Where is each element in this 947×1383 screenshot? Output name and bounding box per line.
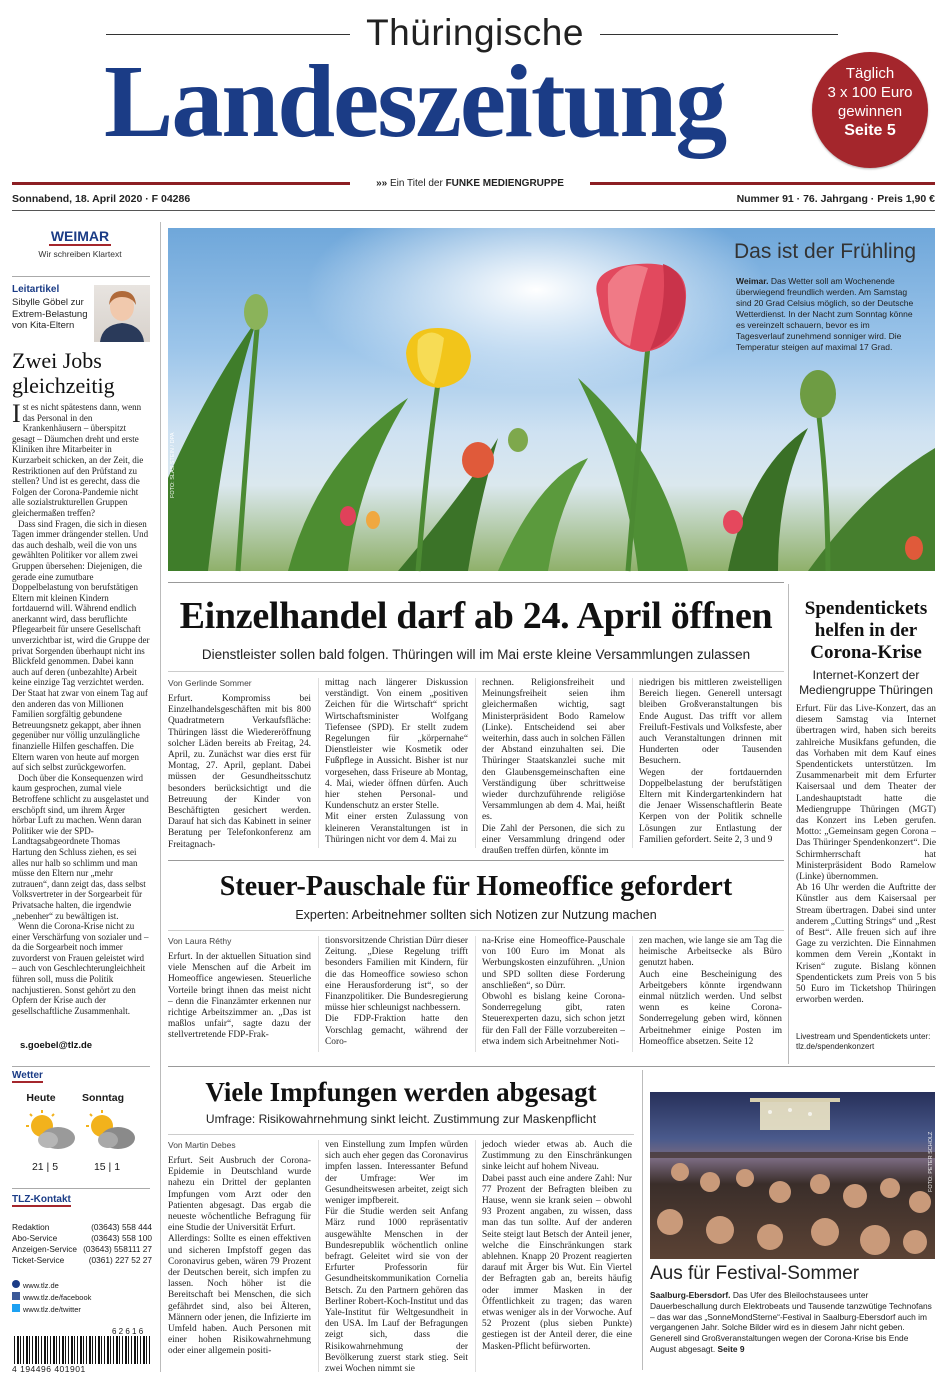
dropcap: I — [12, 399, 21, 428]
article3-col: ven Einstellung zum Impfen würden sich auch eher gegen das Coronavirus impfen lassen. Interessanter Befund der Umfrage: Wer im Gesundheitswesen arbeitet, zeigt sich weniger impfbereit. Für die Studie werden seit Anfang März rund 1000 repräsentativ ausgewählte Menschen in der Bundesrepublik wöchentlich online befragt. Geleitet wird sie von der Erfurter Professorin für Gesundheitskommunikation Cornelia Betsch. Zu den Partnern gehören das Berliner Robert-Koch-Institut und das Yale-Institut für Weltgesundheit in den USA. Im Lauf der Befragungen zeigt sich, dass die Risikowahrnehmung der Bevölkerung zuerst stark stieg. Seit zwei Wochen nimmt sie — [325, 1140, 468, 1375]
twitter-icon — [12, 1304, 20, 1312]
article3-col: Erfurt. Seit Ausbruch der Corona-Epidemie in Deutschland wurde nahezu ein Drittel der geplanten Impfungen vom Arzt oder den Patienten abgesagt. Das ergab die neueste wöchentliche Befragung für eine Studie der Universität Erfurt. Allerdings: Sollte es einen effektiven und sicheren Impfstoff gegen das Coronavirus geben, wären 79 Prozent der Deutschen bereit, sich impfen zu lassen. Noch höher ist die Bereitschaft bei Menschen, die sich gefährdet sind, also bei Älteren, Männern oder jenen, die Infizierte im Umfeld haben. Auch Personen mit einer hohen Risikowahrnehmung oder einer allgemein positi- — [168, 1156, 311, 1357]
article1-body — [168, 678, 784, 857]
web-links — [12, 1280, 91, 1316]
badge-line-1: Täglich — [845, 65, 895, 82]
web-link[interactable]: www.tlz.de/facebook — [12, 1292, 91, 1304]
article3-subheadline: Umfrage: Risikowahrnehmung sinkt leicht. Zustimmung zur Maskenpflicht — [205, 1112, 597, 1126]
hero-photo — [168, 228, 935, 571]
badge-line-2: 3 x 100 Euro — [827, 84, 913, 101]
rightbox-headline[interactable]: Spendentickets helfen in der Corona-Krise — [804, 598, 928, 663]
funke-arrow-icon: »» — [376, 178, 388, 189]
leitartikel-teaser: Sibylle Göbel zur Extrem-Belastung von Kita-Eltern — [12, 297, 88, 331]
festival-caption — [650, 1290, 935, 1355]
article1-col: Erfurt. Kompromiss bei Einzelhandelsgeschäften mit bis 800 Quadratmetern Verkaufsfläche: Thüringen lässt die Wiedereröffnung solcher Läden bereits ab Freitag, 24. April, zu. Zunächst war dies erst für Montag, 27. April, geplant. Dabei müssen der Gesundheitsschutz besonders berücksichtigt und die Betreuung der Kinder von Beschäftigten gesichert werden. Darauf hat sich das Kabinett in seiner Beratung per Telefonkonferenz am Freitagnach- — [168, 694, 311, 850]
contact-row: Anzeigen-Service (03643) 558111 27 — [12, 1244, 152, 1254]
hero-title: Das ist der Frühling — [734, 240, 917, 263]
hero-caption — [736, 276, 916, 353]
author-email[interactable]: s.goebel@tlz.de — [20, 1040, 93, 1051]
leitartikel-label: Leitartikel — [12, 284, 60, 295]
masthead-title: Landeszeitung — [104, 44, 726, 159]
article1-subheadline: Dienstleister sollen bald folgen. Thüringen will im Mai erste kleine Versammlungen zulassen — [201, 647, 751, 662]
publisher-line — [350, 178, 590, 189]
article2-body — [168, 936, 784, 1056]
article2-col: tionsvorsitzende Christian Dürr dieser Zeitung. „Diese Regelung trifft besonders Familien mit Kindern, für die das Homeoffice sowieso schon eine Herausforderung ist“, so der Finanzpolitiker. Die Bundesregierung müsse hier schleunigst nachbessern. Die FDP-Fraktion hatte den Vorschlag gemacht, während der Coro- — [325, 936, 468, 1047]
commentary-p1: st es nicht spätestens dann, wenn das Personal in den Krankenhäusern – überspitzt gesagt – Däumchen dreht und erste Kliniken ihre Mitarbeiter in Kurzarbeit schicken, an der Zeit, die Restriktionen auf den Prüfstand zu stellen? Und ist es gerecht, dass die Folgen der Corona-Pandemie nicht alle sozialstrukturellen Gruppen gleichermaßen treffen? — [12, 402, 144, 518]
issue-number: Nummer 91 · 76. Jahrgang · Preis 1,90 € — [736, 193, 935, 205]
article1-col: rechnen. Religionsfreiheit und Meinungsfreiheit seien ihm gleichermaßen wichtig, sagt Ministerpräsident Bodo Ramelow (Linke). Entscheidend sei aber weiterhin, dass auch in solchen Fällen der Abstand einzuhalten sei. Die Thüringer Staatskanzlei suche mit den Glaubensgemeinschaften eine Verständigung über schrittweise wieder durchzuführende religiöse Versammlungen ab dem 4. Mai, heißt es. Die Zahl der Personen, die sich zu einer Versammlung dringend oder draußen treffen dürfen, könnte im — [482, 678, 625, 857]
article2-headline[interactable]: Steuer-Pauschale für Homeoffice gefordert — [219, 871, 733, 902]
commentary-p3: Doch über die Konsequenzen wird kaum gesprochen, zumal viele Betroffene schlicht zu ausgelastet und erschöpft sind, um ihrem Ärger hörbar Luft zu machen. Wenn daran Politiker wie der SPD-Landtagsabgeordnete Thomas Hartung den Schluss ziehen, es sei alles nur halb so schlimm und man müsse den Eltern nur „mehr zutrauen“, dann zeigt das, dass selbst Volksvertreter in der Sorgearbeit für Privatsache halten, die irgendwie „nebenher“ zu bewältigen ist. — [12, 772, 149, 921]
rightbox-link[interactable]: Livestream und Spendentickets unter: tlz.de/spendenkonzert — [796, 1032, 931, 1051]
rightbox-subheadline: Internet-Konzert der Mediengruppe Thüringen — [799, 668, 933, 697]
article3-byline: Von Martin Debes — [168, 1140, 236, 1150]
article1-col: niedrigen bis mittleren zweistelligen Bereich liegen. Generell untersagt bleiben Großveranstaltungen bis Ende August. Das trifft vor allem Freiluft-Festivals und Volksfeste, aber auch Veranstaltungen drinnen mit Hunderten oder Tausenden Besuchern. Wegen der fortdauernden Doppelbelastung der berufstätigen Eltern mit Kindergartenkindern hat die Jenaer Wissenschaftlerin Beate Kerpen von der Politik schnelle Lösungen zur Entlastung der Familien gefordert. Seite 2, 3 und 9 — [639, 678, 782, 845]
festival-photo-credit: FOTO: PETER SCHOLZ — [928, 1131, 934, 1192]
contact-row: Abo-Service (03643) 558 100 — [12, 1233, 152, 1243]
city-slogan: Wir schreiben Klartext — [38, 249, 122, 259]
contact-row: Redaktion (03643) 558 444 — [12, 1222, 152, 1232]
web-link[interactable]: www.tlz.de/twitter — [12, 1304, 91, 1316]
commentary-p4: Wenn die Corona-Krise nicht zu einer Verschärfung von sozialer und – da die Sorgearbeit noch immer zuvorderst von Frauen geleistet wird – auch von Geschlechterungleichheit führen soll, muss die Politik nachjustieren. Sonst gehört zu den Opfern der Krise auch der gesellschaftliche Zusammenhalt. — [12, 921, 149, 1016]
contact-row: Ticket-Service (0361) 227 52 27 — [12, 1255, 152, 1265]
badge-line-4: Seite 5 — [844, 122, 896, 139]
article2-byline: Von Laura Réthy — [168, 936, 232, 946]
hero-caption-place: Weimar. — [736, 276, 769, 286]
spendentickets-box — [796, 598, 936, 1052]
festival-photo — [650, 1092, 935, 1259]
author-avatar — [94, 285, 150, 342]
article1-byline: Von Gerlinde Sommer — [168, 678, 252, 688]
hero-caption-text: Das Wetter soll am Wochenende überwiegend freundlich werden. Am Samstag sind 20 Grad Celsius möglich, so der Deutsche Wetterdienst. In der Nacht zum Sonntag könne es vereinzelt schauern, bevor es im Tagesverlauf zunehmend sonniger wird. Die Temperatur steigen auf maximal 17 Grad. — [736, 276, 914, 352]
article3-headline[interactable]: Viele Impfungen werden abgesagt — [205, 1077, 597, 1107]
weather-today-temp: 21 | 5 — [31, 1161, 59, 1173]
article1-headline[interactable]: Einzelhandel darf ab 24. April öffnen — [179, 595, 773, 637]
badge-line-3: gewinnen — [837, 103, 903, 120]
globe-icon — [12, 1280, 20, 1288]
photo-credit: FOTO: SLAS STEIN / DPA — [170, 432, 176, 498]
sidebar-headline: Zwei Jobs gleichzeitig — [12, 348, 115, 398]
festival-place: Saalburg-Ebersdorf. — [650, 1290, 731, 1300]
article3-body — [168, 1140, 634, 1376]
weather-today-icon — [24, 1110, 78, 1157]
tagline-prefix: Ein Titel der — [389, 178, 443, 189]
article1-col: mittag nach längerer Diskussion verständigt. Von einem „positiven Zeichen für die Wirtschaft“ spricht Wirtschaftsminister Wolfgang Tiefensee (SPD). Er stellt zudem Regelungen für „körpernahe“ Dienstleister wie Kosmetik oder Fußpflege in Aussicht. Bisher ist nur vorgesehen, dass Friseure ab Montag, 4. Mai, wieder öffnen dürfen. Auch hier stehen Personal- und Kundenschutz an erster Stelle. Mit einer ersten Zulassung von kleineren Veranstaltungen ist in Thüringen nicht vor dem 4. Mai zu — [325, 678, 468, 845]
city-section — [12, 228, 148, 259]
city-name: WEIMAR — [50, 228, 110, 244]
promo-badge[interactable] — [812, 52, 928, 168]
festival-headline[interactable]: Aus für Festival-Sommer — [650, 1263, 860, 1284]
article3-col: jedoch wieder etwas ab. Auch die Zustimmung zu den Einschränkungen sinke leicht auf hohem Niveau. Dabei passt auch eine andere Zahl: Nur 77 Prozent der Befragten bleiben zu Hause, wenn sie krank seien – obwohl 93 Prozent angaben, zu wissen, dass man das tun sollte. Auf der anderen Seite steigt laut Betsch der Anteil jener, welche die Einschränkungen stark ablehnen. Knapp 20 Prozent reagierten darauf mit Ärger bis Wut. Ein Viertel der Befragten gab an, bereits häufig oder immer Masken in der Öffentlichkeit zu tragen; das waren etwas weniger als in der Vorwoche. Auf 52 Prozent (plus sieben Punkte) gestiegen ist der Anteil derer, die eine Masken-Pflicht befürworten. — [482, 1140, 632, 1352]
weather-sunday-label: Sonntag — [82, 1092, 124, 1104]
weather-sunday-icon — [84, 1110, 138, 1157]
article2-subheadline: Experten: Arbeitnehmer sollten sich Notizen zur Nutzung machen — [295, 908, 657, 922]
article2-col: na-Krise eine Homeoffice-Pauschale von 100 Euro im Monat als Werbungskosten einzuführen. „Union und SPD sollten diese Forderung anschließen“, so Dürr. Obwohl es bislang keine Corona-Sonderregelung gibt, raten Steuerexperten dazu, sich schon jetzt für den Fall der Fälle vorzubereiten – etwa indem sich Arbeitnehmer Noti- — [482, 936, 625, 1047]
rightbox-body: Erfurt. Für das Live-Konzert, das an diesem Samstag via Internet übertragen wird, haben sich bereits zahlreiche Musikfans gefunden, die das Vorhaben mit dem Kauf eines Spendentickets unterstützen. Im Zusammenarbeit mit dem Erfurter Kaisersaal und dem Theater der Landeshauptstadt hatte die Mediengruppe Thüringen (MGT) das Konzert ins Leben gerufen. Motto: „Gemeinsam gegen Corona – Das Thüringer Spendenkonzert“. Die Schirmherrschaft hat Ministerpräsident Bodo Ramelow (Linke) übernommen. Ab 16 Uhr werden die Auftritte der Künstler aus dem Kaisersaal per Stream übertragen. Dabei sind unter anderem „Cutting Strings“ und „Rest of Best“. Alle freuen sich auf ihre Gage zu verzichten. Die Einnahmen kommen dem Verein „Kontakt in Krisen“ zugute. Bislang können Spendentickets zum Preis von 5 bis 50 Euro im Ticketshop Thüringen erworben werden. — [796, 704, 936, 1006]
issue-date: Sonnabend, 18. April 2020 · F 04286 — [12, 193, 191, 205]
barcode — [14, 1336, 150, 1364]
tagline-brand: FUNKE MEDIENGRUPPE — [445, 178, 564, 189]
masthead-top: Thüringische — [366, 12, 584, 53]
contact-label: TLZ-Kontakt — [12, 1194, 71, 1205]
article2-col: Erfurt. In der aktuellen Situation sind viele Menschen auf die Arbeit im Homeoffice angewiesen. Steuerliche Vorteile bringt ihnen das meist nicht – denn die Finanzämter erkennen nur richtige Arbeitszimmer an. „Das ist maßlos unfair“, sagte dazu der stellvertretende FDP-Frak- — [168, 952, 311, 1041]
web-link[interactable]: www.tlz.de — [12, 1280, 91, 1292]
facebook-icon — [12, 1292, 20, 1300]
barcode-number: 4 194496 401901 — [12, 1364, 86, 1374]
barcode-top-number: 6 2 6 1 6 — [112, 1327, 144, 1336]
weather-sunday-temp: 15 | 1 — [93, 1161, 121, 1173]
festival-page-ref: Seite 9 — [717, 1343, 745, 1354]
commentary-p2: Dass sind Fragen, die sich in diesen Tagen immer drängender stellen. Und das auch deshalb, weil die von uns gewählten Politiker vor allem zwei Gruppen übersehen: Diejenigen, die gerade eine zumutbare Doppelbelastung von berufstätigen Eltern mit kleinen Kindern fortdauernd will. Während endlich anerkannt wird, dass beruflichte Pflegearbeit für unsere Gesellschaft unverzichtbar ist, wird die Gruppe der privat Sorgenden überhaupt nicht ins Blickfeld genommen. Dabei kann auch auf deren (unbezahlte) Arbeit keine einzige Tag verzichtet werden. Der Staat hat zwar von einem Tag auf den anderen das von Millionen Familien sorgfältig gebundene Betreuungsnetz gekappt, aber ihnen gegenüber nur völlig unzulängliche finanzielle Hilfen geschaffen. Die Eltern waren von heute auf morgen auf sich selbst zurückgeworfen. — [12, 518, 150, 773]
contact-list — [12, 1222, 152, 1266]
weather-label: Wetter — [12, 1070, 43, 1081]
sidebar-commentary — [12, 399, 150, 1042]
article2-col: zen machen, wie lange sie am Tag die heimische Arbeitsecke als Büro genutzt haben. Auch eine Bescheinigung des Arbeitgebers könnte irgendwann einmal nützlich werden. Und selbst wenn es keine Corona-Sonderregelung geben wird, können Arbeitnehmer einige Posten im Homeoffice absetzen. Seite 12 — [639, 936, 782, 1047]
festival-text: Das Ufer des Bleilochstausees unter Dauerbeschallung durch Elektrobeats und Tausende tanzwütige Technofans – das war das „SonneMondSterne“-Festival in Saalburg-Ebersdorf auch im vergangenen Jahr. Solche Bilder wird es in diesem Jahr nicht geben. Generell sind Großveranstaltungen wegen der Corona-Krise bis Ende August abgesagt. — [650, 1290, 932, 1354]
weather-today-label: Heute — [26, 1092, 56, 1104]
